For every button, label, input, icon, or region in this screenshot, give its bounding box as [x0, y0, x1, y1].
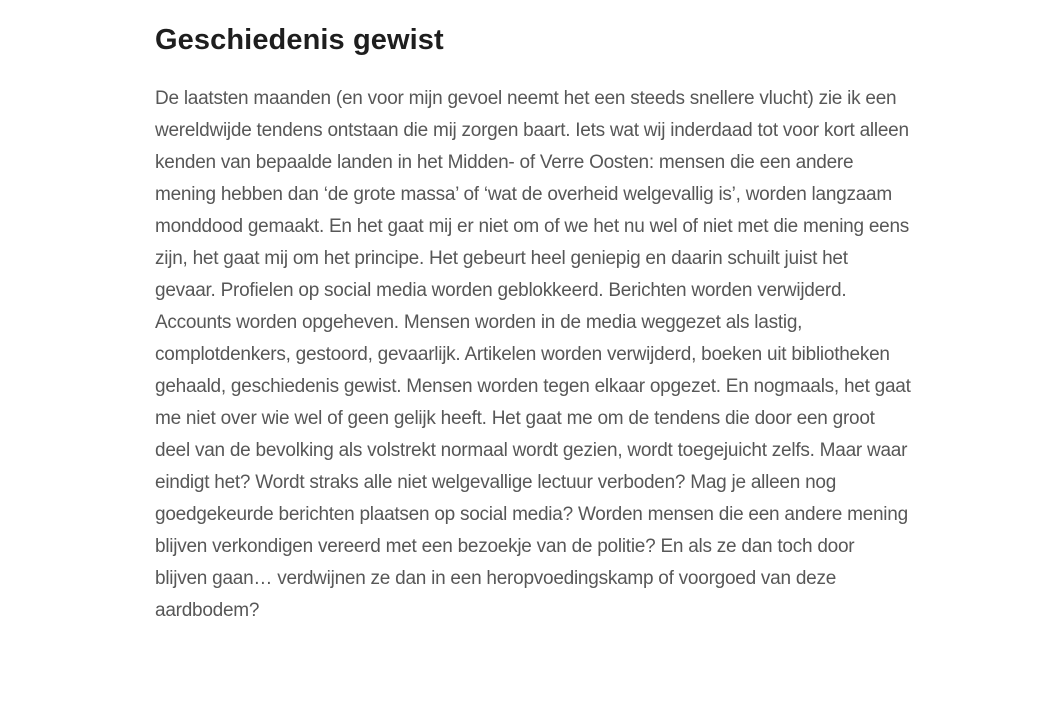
article-paragraph: De laatsten maanden (en voor mijn gevoel neemt het een steeds snellere vlucht) zie ik een wereldwijde tendens ontstaan die mij zorgen baart. Iets wat wij inderdaad tot voor kort alleen kenden van bepaalde landen in het Midden- of Verre Oosten: mensen die een andere mening hebben dan ‘de grote massa’ of ‘wat de overheid welgevallig is’, worden langzaam monddood gemaakt. En het gaat mij er niet om of we het nu wel of niet met die mening eens zijn, het gaat mij om het principe. Het gebeurt heel geniepig en daarin schuilt juist het gevaar. Profielen op social media worden geblokkeerd. Berichten worden verwijderd. Accounts worden opgeheven. Mensen worden in de media weggezet als lastig, complotdenkers, gestoord, gevaarlijk. Artikelen worden verwijderd, boeken uit bibliotheken gehaald, geschiedenis gewist. Mensen worden tegen elkaar opgezet. En nogmaals, het gaat me niet over wie wel of geen gelijk heeft. Het gaat me om de tendens die door een groot deel van de bevolking als volstrekt normaal wordt gezien, wordt toegejuicht zelfs. Maar waar eindigt het? Wordt straks alle niet welgevallige lectuur verboden? Mag je alleen nog goedgekeurde berichten plaatsen op social media? Worden mensen die een andere mening blijven verkondigen vereerd met een bezoekje van de politie? En als ze dan toch door blijven gaan… verdwijnen ze dan in een heropvoedingskamp of voorgoed van deze aardbodem? — [155, 88, 911, 622]
page-title: Geschiedenis gewist — [155, 24, 444, 56]
